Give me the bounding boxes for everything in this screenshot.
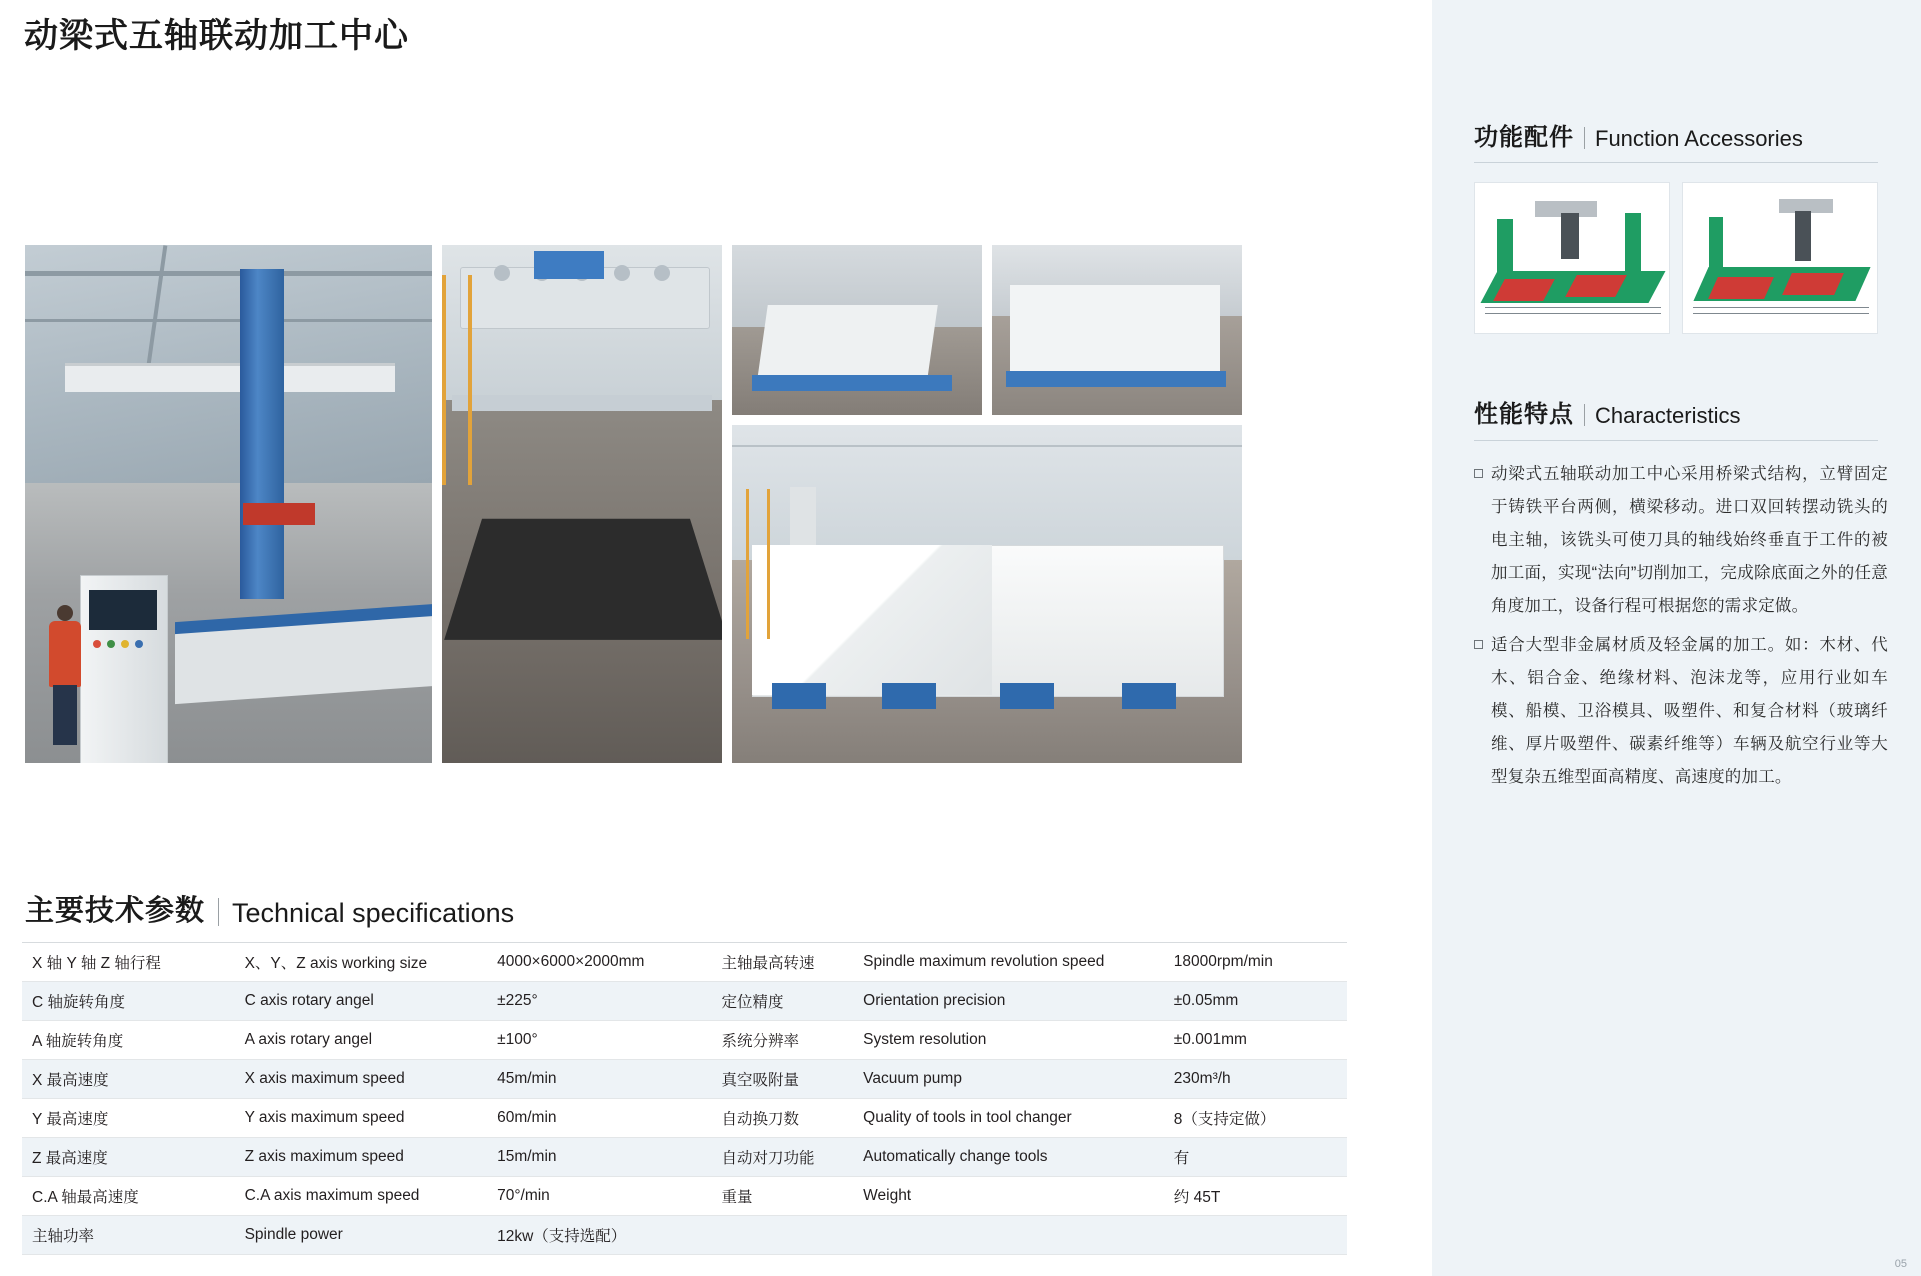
cell-param2-en: Spindle maximum revolution speed (853, 943, 1164, 982)
list-item (1474, 458, 1888, 623)
cell-value: 12kw（支持选配） (487, 1216, 711, 1255)
cell-value: ±100° (487, 1021, 711, 1060)
divider (1474, 440, 1878, 441)
cell-param-cn: C 轴旋转角度 (22, 982, 235, 1021)
heading-divider (1584, 404, 1585, 426)
cell-value2: 8（支持定做） (1164, 1099, 1347, 1138)
accessories-heading-en: Function Accessories (1595, 126, 1803, 151)
photo-collage (25, 245, 1335, 775)
cell-value2: 18000rpm/min (1164, 943, 1347, 982)
cell-param-cn: X 最高速度 (22, 1060, 235, 1099)
heading-divider (218, 898, 219, 926)
cell-value: 45m/min (487, 1060, 711, 1099)
cell-param2-cn: 真空吸附量 (712, 1060, 854, 1099)
table-row (22, 1138, 1347, 1177)
heading-divider (1584, 127, 1585, 149)
cell-param2-en (853, 1216, 1164, 1255)
cell-param2-cn (712, 1216, 854, 1255)
cell-value2: 230m³/h (1164, 1060, 1347, 1099)
cell-value: 15m/min (487, 1138, 711, 1177)
photo-gantry-beam (442, 245, 722, 763)
cell-value2: 有 (1164, 1138, 1347, 1177)
cell-param2-cn: 主轴最高转速 (712, 943, 854, 982)
cell-param-cn: C.A 轴最高速度 (22, 1177, 235, 1216)
specs-heading-en: Technical specifications (232, 898, 515, 928)
table-row (22, 982, 1347, 1021)
cell-param-en: C.A axis maximum speed (235, 1177, 488, 1216)
cell-param2-en: Automatically change tools (853, 1138, 1164, 1177)
photo-machine-frame (732, 245, 982, 415)
photo-machine-side (992, 245, 1242, 415)
cell-param2-en: Vacuum pump (853, 1060, 1164, 1099)
cell-param2-en: Weight (853, 1177, 1164, 1216)
specs-heading (25, 888, 514, 929)
cell-param-cn: X 轴 Y 轴 Z 轴行程 (22, 943, 235, 982)
cell-param-cn: A 轴旋转角度 (22, 1021, 235, 1060)
cell-value2: 约 45T (1164, 1177, 1347, 1216)
list-item (1474, 629, 1888, 794)
table-row (22, 1060, 1347, 1099)
page-title: 动梁式五轴联动加工中心 (24, 17, 409, 55)
cell-value2 (1164, 1216, 1347, 1255)
cell-param2-cn: 自动换刀数 (712, 1099, 854, 1138)
cell-value: ±225° (487, 982, 711, 1021)
cell-value: 4000×6000×2000mm (487, 943, 711, 982)
characteristics-list (1474, 458, 1888, 800)
cell-value2: ±0.05mm (1164, 982, 1347, 1021)
cell-value: 60m/min (487, 1099, 711, 1138)
cell-param2-cn: 重量 (712, 1177, 854, 1216)
cell-param-en: Spindle power (235, 1216, 488, 1255)
cell-param-en: C axis rotary angel (235, 982, 488, 1021)
accessories-heading-cn: 功能配件 (1474, 124, 1574, 151)
list-item-text: 适合大型非金属材质及轻金属的加工。如：木材、代木、铝合金、绝缘材料、泡沫龙等，应用行业如车模、船模、卫浴模具、吸塑件、和复合材料（玻璃纤维、厚片吸塑件、碳素纤维等）车辆及航空行业等大型复杂五维型面高精度、高速度的加工。 (1491, 636, 1888, 786)
cell-param-en: Z axis maximum speed (235, 1138, 488, 1177)
sidebar (1432, 0, 1921, 1276)
accessory-renders (1474, 182, 1878, 332)
characteristics-heading-cn: 性能特点 (1474, 401, 1574, 428)
cell-value: 70°/min (487, 1177, 711, 1216)
specifications-table (22, 942, 1347, 1255)
cell-param-en: X、Y、Z axis working size (235, 943, 488, 982)
table-row (22, 1099, 1347, 1138)
cell-param2-en: System resolution (853, 1021, 1164, 1060)
table-row (22, 1177, 1347, 1216)
cell-param-en: A axis rotary angel (235, 1021, 488, 1060)
table-row (22, 1216, 1347, 1255)
divider (1474, 162, 1878, 163)
cell-param2-en: Quality of tools in tool changer (853, 1099, 1164, 1138)
cell-param-cn: 主轴功率 (22, 1216, 235, 1255)
cell-param-cn: Y 最高速度 (22, 1099, 235, 1138)
cell-value2: ±0.001mm (1164, 1021, 1347, 1060)
cell-param2-cn: 自动对刀功能 (712, 1138, 854, 1177)
cell-param-cn: Z 最高速度 (22, 1138, 235, 1177)
accessories-heading (1474, 117, 1803, 152)
characteristics-heading-en: Characteristics (1595, 403, 1741, 428)
list-item-text: 动梁式五轴联动加工中心采用桥梁式结构，立臂固定于铸铁平台两侧，横梁移动。进口双回转摆动铣头的电主轴，该铣头可使刀具的轴线始终垂直于工件的被加工面，实现“法向”切削加工，完成除底面之外的任意角度加工，设备行程可根据您的需求定做。 (1491, 465, 1888, 615)
photo-machine-workshop (25, 245, 432, 763)
machine-render-left (1474, 182, 1670, 334)
cell-param-en: X axis maximum speed (235, 1060, 488, 1099)
cell-param-en: Y axis maximum speed (235, 1099, 488, 1138)
bullet-square-icon (1474, 640, 1483, 649)
photo-enclosed-machine (732, 425, 1242, 763)
table-row (22, 1021, 1347, 1060)
bullet-square-icon (1474, 469, 1483, 478)
cell-param2-cn: 定位精度 (712, 982, 854, 1021)
page-number: 05 (1894, 1258, 1907, 1270)
cell-param2-cn: 系统分辨率 (712, 1021, 854, 1060)
characteristics-heading (1474, 394, 1740, 429)
cell-param2-en: Orientation precision (853, 982, 1164, 1021)
machine-render-right (1682, 182, 1878, 334)
specs-heading-cn: 主要技术参数 (25, 895, 206, 927)
table-row (22, 943, 1347, 982)
